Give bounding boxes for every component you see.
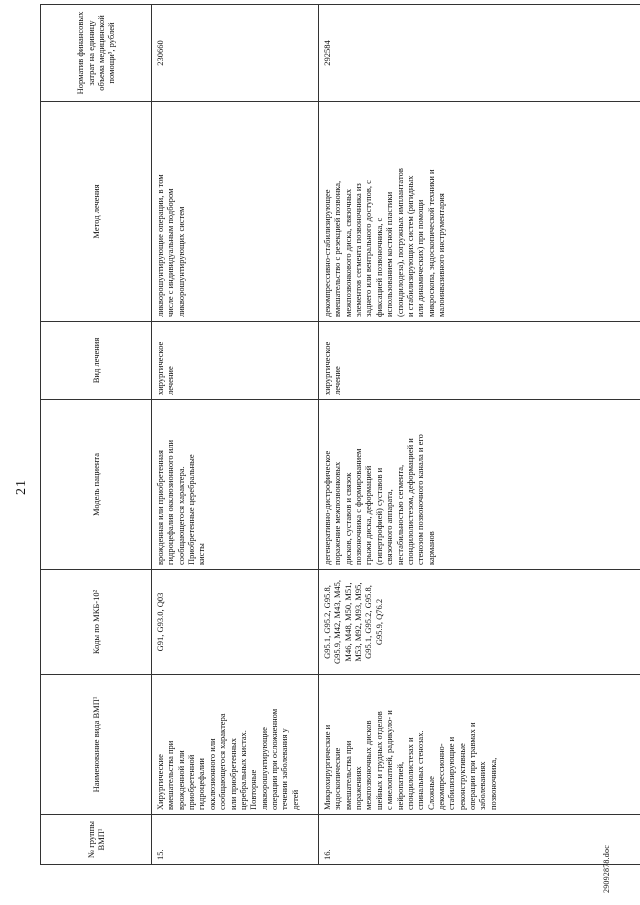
header-treatment-method: Метод лечения [41,102,152,322]
header-group-number: № группы ВМП¹ [41,815,152,865]
header-treatment-type: Вид лечения [41,322,152,400]
cell-treatment-method: ликворошунтирующие операции, в том числе с индивидуальным подбором ликворошунтирующих систем [152,102,319,322]
cell-icd-codes: G95.1, G95.2, G95.8, G95.9, M42, M43, M45, M46, M48, M50, M51, M53, M92, M93, M95, G95.1, G95.2, G95.8, G95.9, Q76.2 [319,570,640,675]
vmp-table [40,4,640,865]
cell-group-number: 15. [152,815,319,865]
table-header-row [41,5,152,865]
cell-cost-norm: 230660 [152,5,319,102]
header-vmp-name: Наименование вида ВМП¹ [41,675,152,815]
cell-icd-codes: G91, G93.0, Q03 [152,570,319,675]
header-cost-norm: Норматив финансовых затрат на единицу объема медицинской помощи³, рублей [41,5,152,102]
cell-vmp-name: Микрохирургические и эндоскопические вмешательства при поражениях межпозвоночных дисков шейных и грудных отделов с миелопатией, радикуло- и нейропатией, спондилолистезах и спинальных стенозах. Сложные декомпрессионно- стабилизирующие и реконструктивные операции при травмах и заболеваниях позвоночника, [319,675,640,815]
cell-patient-model: врожденная или приобретенная гидроцефалия окклюзионного или сообщающегося характера. Приобретенные церебральные кисты [152,400,319,570]
cell-vmp-name: Хирургические вмешательства при врожденной или приобретенной гидроцефалии окклюзионного или сообщающегося характера или приобретенных церебральных кистах. Повторные ликворошунтирующие операции при осложненном течении заболевания у детей [152,675,319,815]
cell-cost-norm: 292584 [319,5,640,102]
header-patient-model: Модель пациента [41,400,152,570]
page-number: 21 [14,479,29,495]
table-row [152,5,319,865]
table-row [319,5,640,865]
cell-patient-model: дегенеративно-дистрофическое поражение межпозвонковых дисков, суставов и связок позвоночника с формированием грыжи диска, деформацией (гипертрофией) суставов и связочного аппарата, нестабильностью сегмента, спондилолистезом, деформацией и стенозом позвоночного канала и его карманов [319,400,640,570]
cell-treatment-method: декомпрессивно-стабилизирующее вмешательство с резекцией позвонка, межпозвонкового диска, связочных элементов сегмента позвоночника из заднего или вентрального доступов, с фиксацией позвоночника, с использованием костной пластики (спондилодеза), погружных имплантатов и стабилизирующих систем (ригидных или динамических) при помощи микроскопа, эндоскопической техники и малоинвазивного инструментария [319,102,640,322]
header-icd-codes: Коды по МКБ-10² [41,570,152,675]
cell-group-number: 16. [319,815,640,865]
cell-treatment-type: хирургическое лечение [319,322,640,400]
document-file-id: 29092878.doc [602,845,611,893]
cell-treatment-type: хирургическое лечение [152,322,319,400]
